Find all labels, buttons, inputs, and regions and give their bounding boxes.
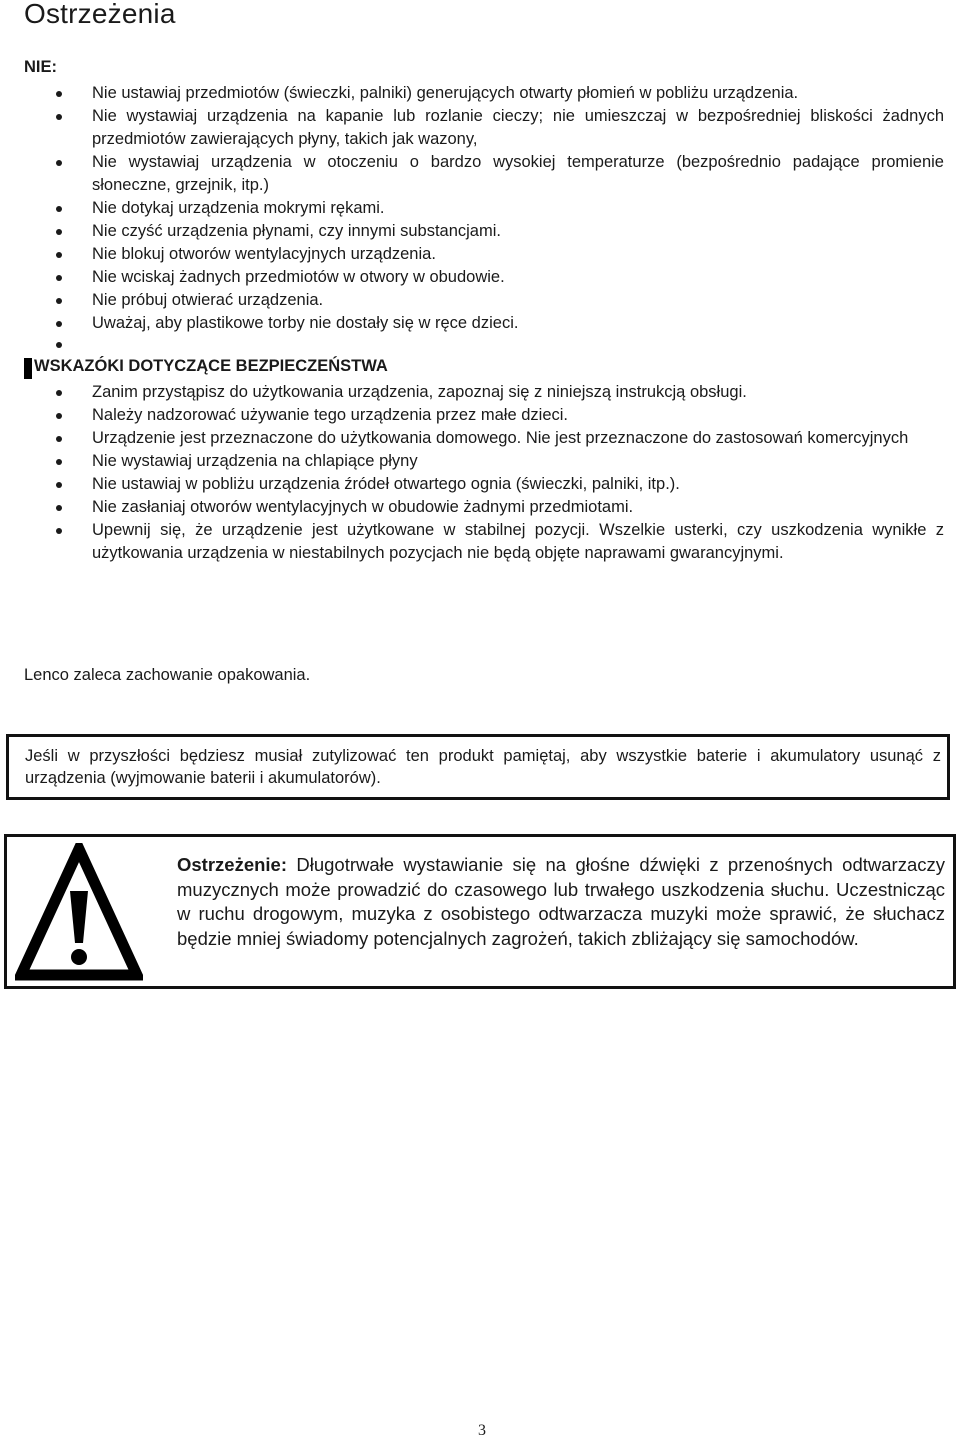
- list-item: [0, 266, 960, 289]
- list-item-text: Zanim przystąpisz do użytkowania urządzenia, zapoznaj się z niniejszą instrukcją obsługi.: [92, 383, 747, 401]
- list-item: [0, 151, 960, 197]
- list-item-text: Upewnij się, że urządzenie jest użytkowane w stabilnej pozycji. Wszelkie usterki, czy uszkodzenia wynikłe z użytkowania urządzenia w niestabilnych pozycjach nie będą objęte naprawami gwarancyjnymi.: [92, 521, 944, 562]
- list-item-text: Nie wciskaj żadnych przedmiotów w otwory w obudowie.: [92, 268, 505, 286]
- bullet-icon: [56, 505, 62, 511]
- bullet-icon: [56, 252, 62, 258]
- list-item: [0, 496, 960, 519]
- bullet-icon: [56, 436, 62, 442]
- bullet-icon: [56, 91, 62, 97]
- warning-body: Długotrwałe wystawianie się na głośne dźwięki z przenośnych odtwarzaczy muzycznych może prowadzić do czasowego lub trwałego uszkodzenia słuchu. Uczestnicząc w ruchu drogowym, muzyka z osobistego odtwarzacza muzyki może sprawić, że słuchacz będzie mniej świadomy potencjalnych zagrożeń, takich zbliżający się samochodów.: [177, 854, 945, 949]
- list-item: [0, 427, 960, 450]
- list-item: [0, 404, 960, 427]
- list-item: [0, 82, 960, 105]
- list-item-text: Nie ustawiaj w pobliżu urządzenia źródeł otwartego ognia (świeczki, palniki, itp.).: [92, 475, 680, 493]
- warning-triangle-icon: [15, 843, 143, 983]
- bullet-icon: [56, 275, 62, 281]
- heading-marker-icon: [24, 358, 32, 379]
- bullet-icon: [56, 160, 62, 166]
- list-item: [0, 450, 960, 473]
- list-item: [0, 220, 960, 243]
- list-item: [0, 243, 960, 266]
- page-title: Ostrzeżenia: [24, 0, 176, 29]
- battery-notice-text: Jeśli w przyszłości będziesz musiał zutylizować ten produkt pamiętaj, aby wszystkie baterie i akumulatory usunąć z urządzenia (wyjmowanie baterii i akumulatorów).: [25, 747, 941, 787]
- bullet-icon: [56, 114, 62, 120]
- list-item-text: Uważaj, aby plastikowe torby nie dostały się w ręce dzieci.: [92, 314, 519, 332]
- empty-bullet-icon: [56, 342, 62, 348]
- nie-section-heading: NIE:: [24, 58, 57, 76]
- bullet-icon: [56, 482, 62, 488]
- list-item: [0, 105, 960, 151]
- list-item-text: Nie wystawiaj urządzenia na kapanie lub rozlanie cieczy; nie umieszczaj w bezpośredniej bliskości żadnych przedmiotów zawierających płyny, takich jak wazony,: [92, 107, 944, 148]
- safety-heading-text: WSKAZÓKI DOTYCZĄCE BEZPIECZEŃSTWA: [34, 357, 388, 375]
- list-item-text: Nie próbuj otwierać urządzenia.: [92, 291, 324, 309]
- list-item-text: Nie dotykaj urządzenia mokrymi rękami.: [92, 199, 385, 217]
- warning-label: Ostrzeżenie:: [177, 854, 288, 875]
- bullet-icon: [56, 321, 62, 327]
- list-item: [0, 289, 960, 312]
- list-item-text: Nie zasłaniaj otworów wentylacyjnych w obudowie żadnymi przedmiotami.: [92, 498, 634, 516]
- battery-notice-box: [6, 734, 950, 800]
- list-item: [0, 312, 960, 335]
- nie-list: [0, 82, 960, 335]
- bullet-icon: [56, 229, 62, 235]
- list-item: [0, 519, 960, 565]
- hearing-warning-text: [177, 853, 945, 951]
- list-item-text: Nie blokuj otworów wentylacyjnych urządzenia.: [92, 245, 436, 263]
- list-item: [0, 381, 960, 404]
- safety-section-heading: [24, 357, 388, 376]
- bullet-icon: [56, 528, 62, 534]
- bullet-icon: [56, 459, 62, 465]
- list-item-text: Urządzenie jest przeznaczone do użytkowania domowego. Nie jest przeznaczone do zastosowań komercyjnych: [92, 429, 909, 447]
- safety-list: [0, 381, 960, 565]
- packaging-note: Lenco zaleca zachowanie opakowania.: [24, 666, 311, 684]
- list-item-text: Nie wystawiaj urządzenia w otoczeniu o bardzo wysokiej temperaturze (bezpośrednio padające promienie słoneczne, grzejnik, itp.): [92, 153, 944, 194]
- list-item: [0, 197, 960, 220]
- page-number: 3: [478, 1422, 486, 1439]
- bullet-icon: [56, 298, 62, 304]
- bullet-icon: [56, 206, 62, 212]
- bullet-icon: [56, 413, 62, 419]
- list-item-text: Należy nadzorować używanie tego urządzenia przez małe dzieci.: [92, 406, 568, 424]
- bullet-icon: [56, 390, 62, 396]
- hearing-warning-box: [4, 834, 956, 989]
- list-item-text: Nie czyść urządzenia płynami, czy innymi substancjami.: [92, 222, 501, 240]
- list-item: [0, 473, 960, 496]
- list-item-text: Nie wystawiaj urządzenia na chlapiące płyny: [92, 452, 418, 470]
- list-item-text: Nie ustawiaj przedmiotów (świeczki, palniki) generujących otwarty płomień w pobliżu urządzenia.: [92, 84, 799, 102]
